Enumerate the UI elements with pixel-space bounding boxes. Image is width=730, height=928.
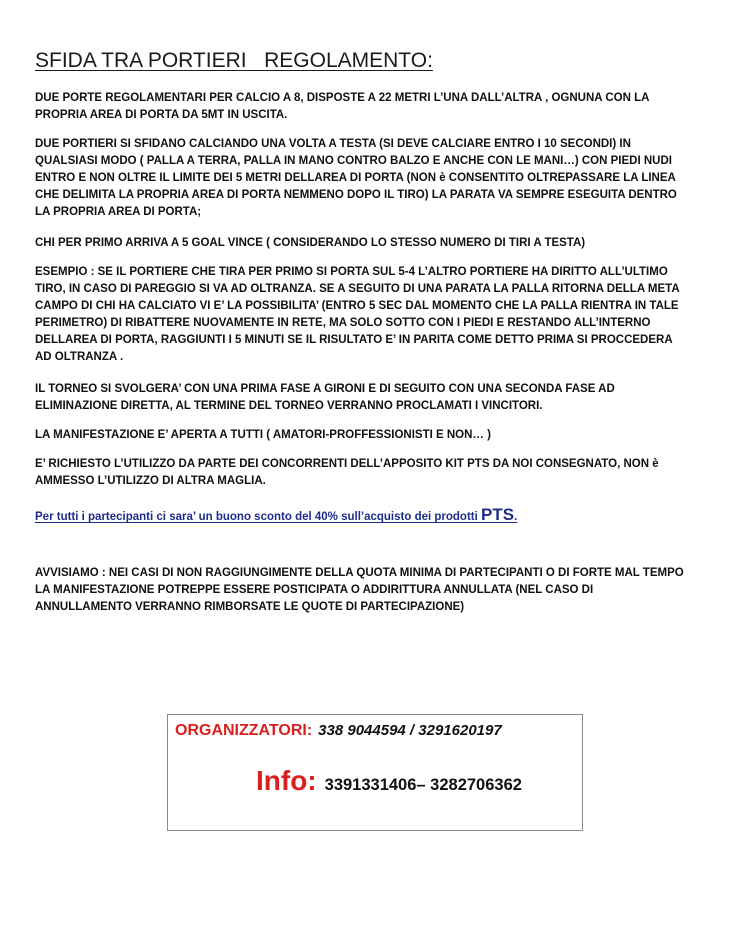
rule-paragraph-goals: DUE PORTE REGOLAMENTARI PER CALCIO A 8, DISPOSTE A 22 METRI L’UNA DALL’ALTRA , OGNUNA CON LA PROPRIA AREA DI PORTA DA 5MT IN USCITA. — [35, 92, 649, 121]
organizers-label: ORGANIZZATORI: — [175, 722, 313, 739]
rule-paragraph-winner: CHI PER PRIMO ARRIVA A 5 GOAL VINCE ( CONSIDERANDO LO STESSO NUMERO DI TIRI A TESTA) — [35, 237, 586, 249]
rule-paragraph-kit: E’ RICHIESTO L’UTILIZZO DA PARTE DEI CONCORRENTI DELL’APPOSITO KIT PTS DA NOI CONSEGNATO, NON è AMMESSO L’UTILIZZO DI ALTRA MAGLIA. — [35, 458, 659, 487]
organizers-phones: 338 9044594 / 3291620197 — [318, 722, 502, 739]
info-phones: 3391331406– 3282706362 — [324, 776, 522, 794]
info-line — [256, 765, 522, 797]
info-label: Info: — [256, 765, 317, 796]
contact-box — [167, 714, 583, 831]
notice-paragraph: AVVISIAMO : NEI CASI DI NON RAGGIUNGIMENTE DELLA QUOTA MINIMA DI PARTECIPANTI O DI FORTE MAL TEMPO LA MANIFESTAZIONE POTREPPE ESSERE POSTICIPATA O ADDIRITTURA ANNULLATA (NEL CASO DI ANNULLAMENTO VERRANNO RIMBORSATE LE QUOTE DI PARTECIPAZIONE) — [35, 567, 684, 613]
organizers-line — [175, 722, 502, 740]
rule-paragraph-example: ESEMPIO : SE IL PORTIERE CHE TIRA PER PRIMO SI PORTA SUL 5-4 L’ALTRO PORTIERE HA DIRITTO ALL’ULTIMO TIRO, IN CASO DI PAREGGIO SI VA AD OLTRANZA. SE A SEGUITO DI UNA PARATA LA PALLA RITORNA DELLA META CAMPO DI CHI HA CALCIATO VI E’ LA POSSIBILITA’ (ENTRO 5 SEC DAL MOMENTO CHE LA PALLA RIENTRA IN TALE PERIMETRO) DI RIBATTERE NUOVAMENTE IN RETE, MA SOLO SOTTO CON I PIEDI E RESTANDO ALL’INTERNO DELLAREA DI PORTA, RAGGIUNTI I 5 MINUTI SE IL RISULTATO E’ IN PARITA COME DETTO PRIMA SI PROCCEDERA AD OLTRANZA . — [35, 266, 680, 363]
discount-promo — [35, 505, 517, 525]
promo-brand: PTS — [481, 505, 515, 524]
page-title: SFIDA TRA PORTIERI REGOLAMENTO: — [35, 49, 433, 72]
rule-paragraph-open: LA MANIFESTAZIONE E’ APERTA A TUTTI ( AMATORI-PROFFESSIONISTI E NON… ) — [35, 429, 491, 441]
rule-paragraph-kicking: DUE PORTIERI SI SFIDANO CALCIANDO UNA VOLTA A TESTA (SI DEVE CALCIARE ENTRO I 10 SECONDI) IN QUALSIASI MODO ( PALLA A TERRA, PALLA IN MANO CONTRO BALZO E ANCHE CON LE MANI…) CON PIEDI NUDI ENTRO E NON OLTRE IL LIMITE DEI 5 METRI DELLAREA DI PORTA (NON è CONSENTITO OLTREPASSARE LA LINEA CHE DELIMITA LA PROPRIA AREA DI PORTA NEMMENO DOPO IL TIRO) LA PARATA VA SEMPRE ESEGUITA DENTRO LA PROPRIA AREA DI PORTA; — [35, 138, 677, 218]
promo-suffix: . — [514, 511, 518, 523]
rule-paragraph-tournament: IL TORNEO SI SVOLGERA’ CON UNA PRIMA FASE A GIRONI E DI SEGUITO CON UNA SECONDA FASE AD ELIMINAZIONE DIRETTA, AL TERMINE DEL TORNEO VERRANNO PROCLAMATI I VINCITORI. — [35, 383, 615, 412]
promo-text: Per tutti i partecipanti ci sara’ un buono sconto del 40% sull’acquisto dei prodotti — [35, 511, 482, 523]
